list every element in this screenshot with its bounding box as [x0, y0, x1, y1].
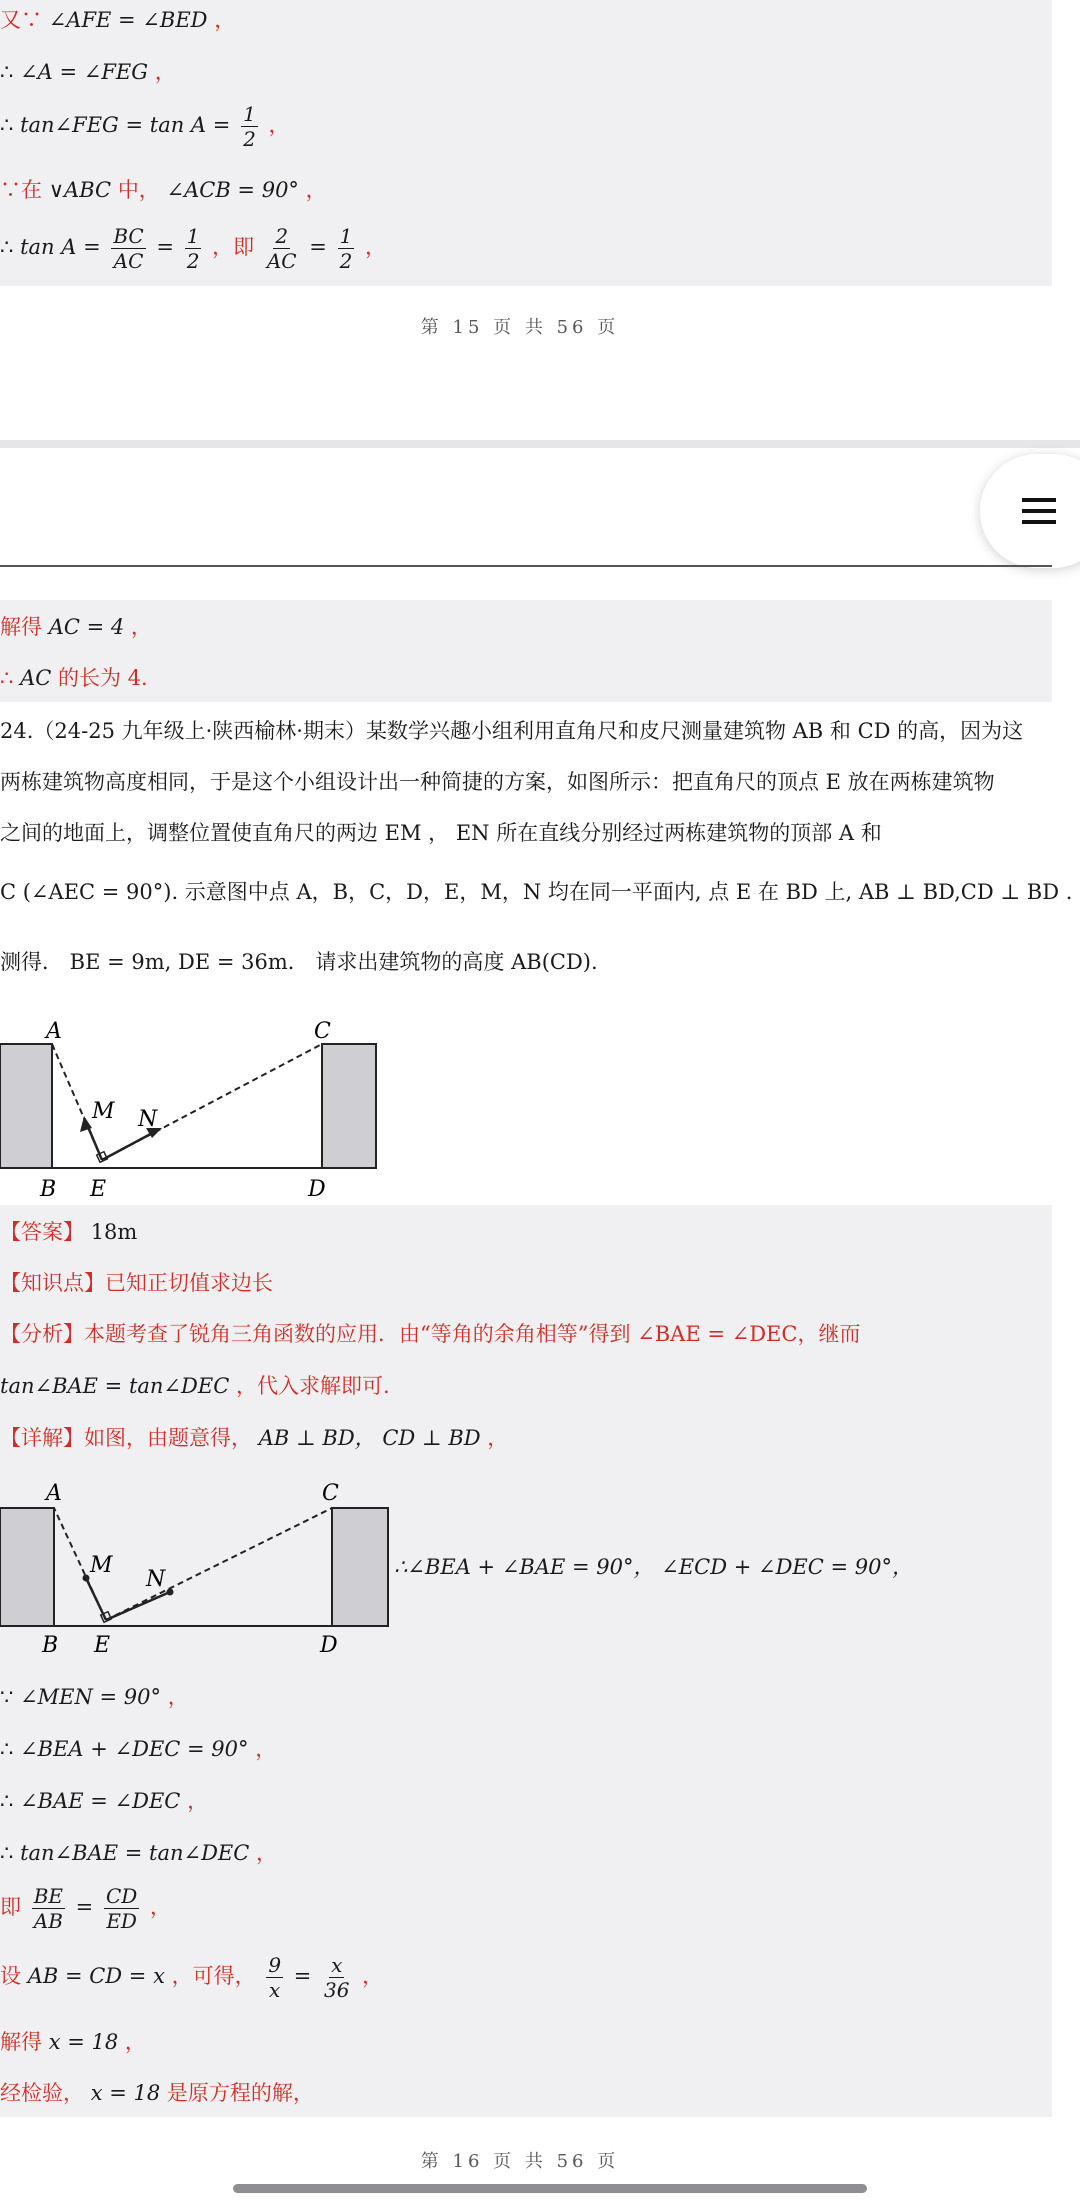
problem-line-1: 24.（24-25 九年级上·陕西榆林·期末）某数学兴趣小组利用直角尺和皮尺测量建筑物 AB 和 CD 的高，因为这: [0, 719, 1024, 743]
p15-line-3: ∴ tan∠FEG = tan A = $\frac{1}{2}$ ，: [0, 102, 290, 151]
fraction: $\frac{2}{AC}$: [266, 224, 297, 273]
label-m: M: [92, 1099, 115, 1124]
p15-line-5: ∴ tan A = $\frac{BC}{AC}$ = $\frac{1}{2}$ ，即 $\frac{2}{AC}$ = $\frac{1}{2}$ ，: [0, 224, 386, 273]
label-c: C: [322, 1481, 339, 1506]
p15-line-1: 又∵ ∠AFE = ∠BED ，: [0, 8, 236, 32]
ruler-en: [102, 1130, 158, 1160]
home-indicator[interactable]: [233, 2184, 867, 2193]
problem-line-3: 之间的地面上，调整位置使直角尺的两边 EM ， EN 所在直线分别经过两栋建筑物的顶部 A 和: [0, 821, 882, 845]
label-b: B: [40, 1177, 57, 1200]
problem-line-4: C (∠AEC = 90°). 示意图中点 A，B，C，D，E，M，N 均在同一平面内, 点 E 在 BD 上, AB ⊥ BD,CD ⊥ BD .: [0, 880, 1073, 904]
step-3: ∴ ∠BAE = ∠DEC ，: [0, 1789, 209, 1813]
answer-line: 【答案】 18m: [0, 1220, 138, 1244]
p15-line-4: ∵在 ∨ABC 中， ∠ACB = 90° ，: [0, 178, 327, 202]
label-m: M: [90, 1553, 113, 1578]
label-e: E: [94, 1633, 111, 1658]
ratio-line: 即 $\frac{BE}{AB}$ = $\frac{CD}{ED}$ ，: [0, 1884, 171, 1933]
page-footer-15: 第 15 页 共 56 页: [420, 317, 620, 338]
analysis-line-2: tan∠BAE = tan∠DEC ，代入求解即可.: [0, 1374, 390, 1398]
building-ab: [0, 1044, 52, 1168]
knowledge-line: 【知识点】已知正切值求边长: [0, 1271, 273, 1295]
line-ec: [106, 1508, 332, 1620]
fraction: $\frac{1}{2}$: [243, 102, 256, 151]
set-line: 设 AB = CD = x ，可得， $\frac{9}{x}$ = $\frac{x}{36}$ ，: [0, 1953, 384, 2002]
problem-line-2: 两栋建筑物高度相同，于是这个小组设计出一种简捷的方案，如图所示：把直角尺的顶点 E 放在两栋建筑物: [0, 770, 995, 794]
building-cd: [322, 1044, 376, 1168]
analysis-line-1: 【分析】本题考查了锐角三角函数的应用．由“等角的余角相等”得到 ∠BAE = ∠DEC，继而: [0, 1322, 861, 1346]
ruler-en: [106, 1592, 170, 1620]
page-footer-16: 第 16 页 共 56 页: [420, 2151, 620, 2172]
fraction: $\frac{BE}{AB}$: [33, 1884, 63, 1933]
solve-line: 解得 x = 18 ，: [0, 2030, 146, 2054]
p16-top-line-1: 解得 AC = 4 ，: [0, 615, 152, 639]
label-e: E: [90, 1177, 107, 1200]
point-m: [83, 1575, 90, 1582]
building-ab: [0, 1508, 54, 1626]
step-1: ∵ ∠MEN = 90° ，: [0, 1685, 189, 1709]
page-separator: [0, 440, 1080, 448]
fraction: $\frac{BC}{AC}$: [113, 224, 144, 273]
figure-side-text: ∴∠BEA + ∠BAE = 90°， ∠ECD + ∠DEC = 90°，: [394, 1555, 913, 1579]
p15-line-2: ∴ ∠A = ∠FEG ，: [0, 60, 176, 84]
point-n: [167, 1589, 174, 1596]
label-n: N: [138, 1107, 158, 1132]
label-b: B: [42, 1633, 59, 1658]
header-rule: [0, 565, 1052, 567]
problem-figure: [0, 1010, 400, 1200]
fraction: $\frac{CD}{ED}$: [105, 1884, 138, 1933]
label-a: A: [46, 1019, 62, 1044]
solution-block-p16-top: [0, 600, 1052, 702]
label-d: D: [308, 1177, 326, 1200]
p16-top-line-2: ∴ AC 的长为 4.: [0, 666, 148, 690]
label-a: A: [46, 1481, 62, 1506]
label-c: C: [314, 1019, 331, 1044]
label-d: D: [320, 1633, 338, 1658]
step-4: ∴ tan∠BAE = tan∠DEC ，: [0, 1841, 278, 1865]
hamburger-menu-icon: [1022, 496, 1056, 526]
menu-button[interactable]: [980, 454, 1080, 568]
detail-line: 【详解】如图，由题意得， AB ⊥ BD， CD ⊥ BD ，: [0, 1426, 509, 1450]
label-n: N: [146, 1567, 166, 1592]
step-2: ∴ ∠BEA + ∠DEC = 90° ，: [0, 1737, 277, 1761]
fraction: $\frac{x}{36}$: [324, 1953, 350, 2002]
check-line: 经检验， x = 18 是原方程的解，: [0, 2081, 314, 2105]
problem-line-5: 测得． BE = 9m, DE = 36m． 请求出建筑物的高度 AB(CD).: [0, 950, 598, 974]
fraction: $\frac{1}{2}$: [186, 224, 200, 273]
building-cd: [332, 1508, 388, 1626]
fraction: $\frac{9}{x}$: [268, 1953, 282, 2002]
solution-figure: [0, 1470, 400, 1660]
fraction: $\frac{1}{2}$: [339, 224, 353, 273]
